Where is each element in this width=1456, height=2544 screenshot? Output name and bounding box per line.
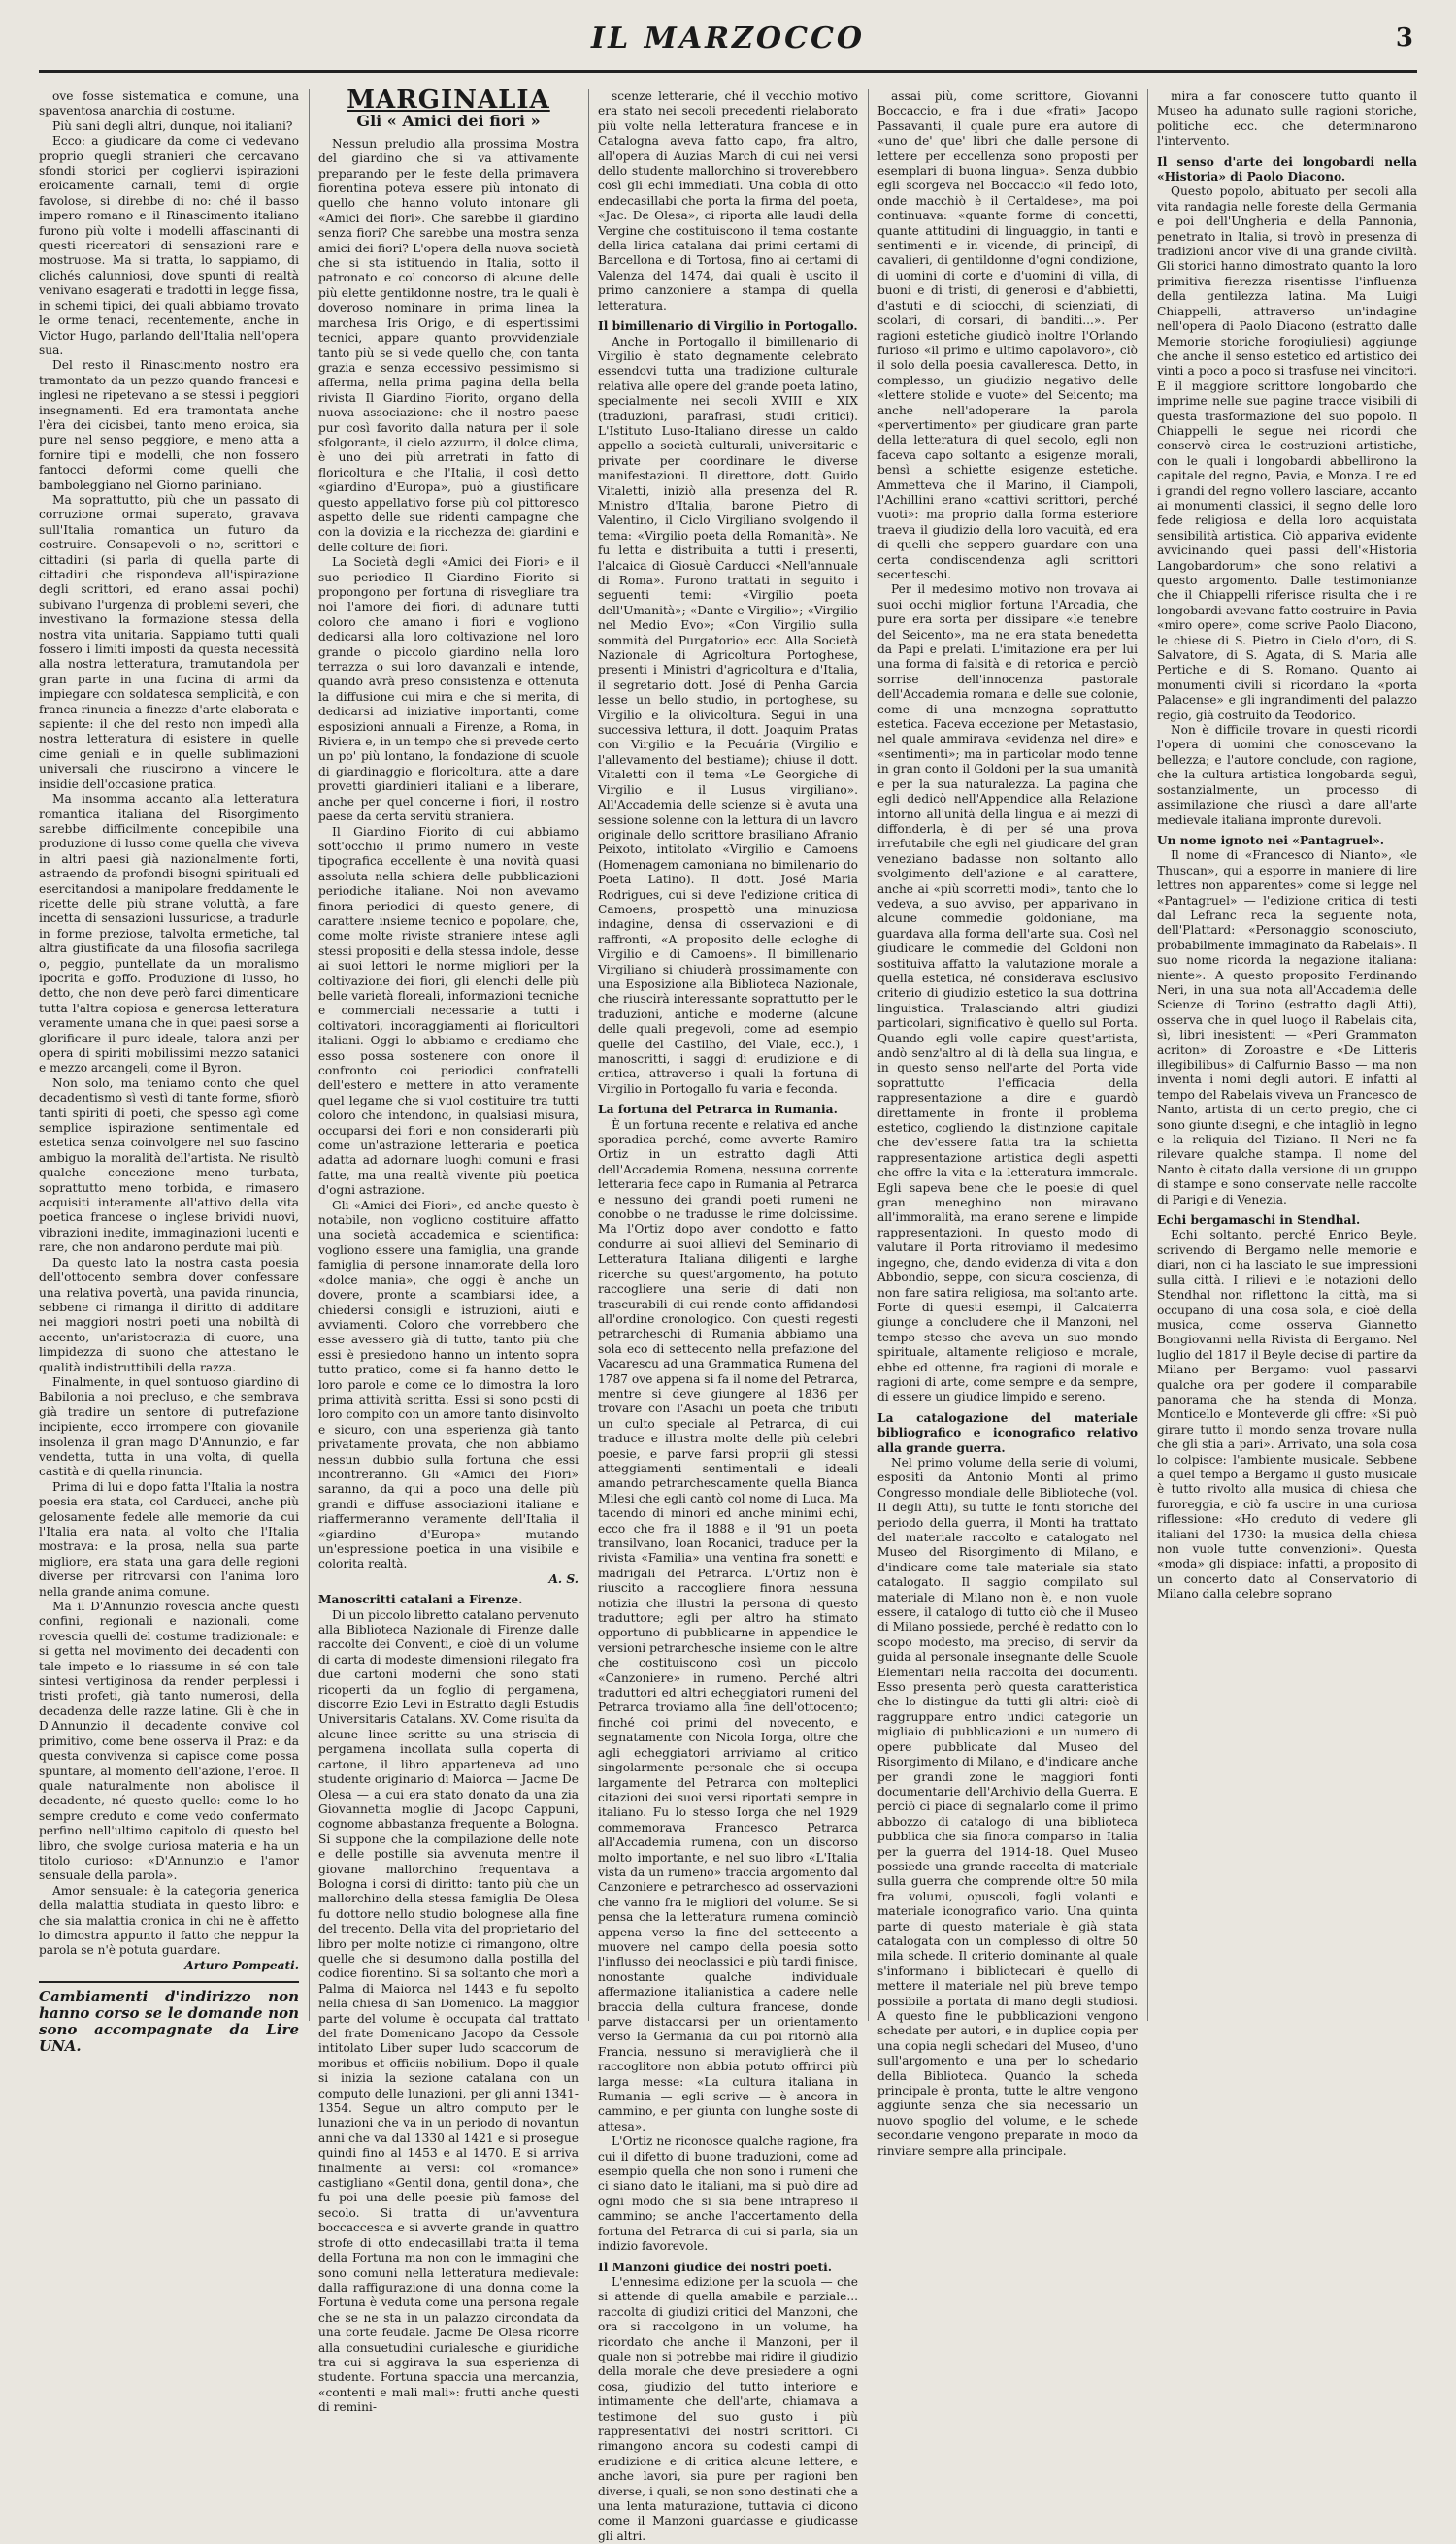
paragraph: Il nome di «Francesco di Nianto», «le Thuscan», qui a esporre in maniere di lire lettres non apparentes» come si legge nel «Pantagruel» — l'edizione critica di testi dal Lefranc reca la seguente nota, dell'Plattard: «Personaggio sconosciuto, probabilmente immaginato da Rabelais». Il suo nome ricorda la negazione italiana: niente». A questo proposito Ferdinando Neri, in una sua nota all'Accademia delle Scienze di Torino (estratto dagli Atti), osserva che in quel luogo il Rabelais cita, sì, libri inesistenti — «Peri Grammaton acriton» di Zoroastre e «De Litteris illegibilibus» di Calfurnio Basso — ma non inventa i nomi degli autori. E infatti al tempo del Rabelais viveva un Francesco de Nanto, artista di un certo pregio, che ci sono giunte disegni, e che intagliò in legno e la reliquia del Tiziano. Il Neri ne fa rilevare qualche stampa. Il nome del Nanto è citato dalla versione di un gruppo di stampe e sono conservate nelle raccolte di Parigi e di Venezia.: [1157, 848, 1417, 1206]
paragraph: Anche in Portogallo il bimillenario di Virgilio è stato degnamente celebrato essendovi tutta una tradizione culturale relativa alle opere del grande poeta latino, specialmente nei secoli XVIII e XIX (traduzioni, parafrasi, studi critici). L'Istituto Luso-Italiano diresse un caldo appello a società culturali, universitarie e private per coordinare le diverse manifestazioni. Il direttore, dott. Guido Vitaletti, iniziò alla presenza del R. Ministro d'Italia, barone Pietro di Valentino, il Ciclo Virgiliano svolgendo il tema: «Virgilio poeta della Romanità». Ne fu letta e distribuita a tutti i presenti, l'alcaica di Giosuè Carducci «Nell'annuale di Roma». Furono trattati in seguito i seguenti temi: «Virgilio poeta dell'Umanità»; «Dante e Virgilio»; «Virgilio nel Medio Evo»; «Con Virgilio sulla sommità del Purgatorio» ecc. Alla Società Nazionale di Agricoltura Portoghese, presenti i Ministri d'agricoltura e d'Italia, il segretario dott. José di Penha Garcia lesse un bello studio, in portoghese, su Virgilio e la olivicoltura. Segui in una successiva lettura, il dott. Joaquim Pratas con Virgilio e la Pecuária (Virgilio e l'allevamento del bestiame); chiuse il dott. Vitaletti con il tema «Le Georgiche di Virgilio e il Lusus virgiliano». All'Accademia delle scienze si è avuta una sessione solenne con la lettura di un lavoro originale dello scrittore brasiliano Afranio Peixoto, intitolato «Virgilio e Camoens (Homenagem camoniana no bimilenario do Poeta Latino). Il dott. José Maria Rodrigues, cui si deve l'edizione critica di Camoens, prospettò una minuziosa indagine, densa di osservazioni e di raffronti, «A proposito delle ecloghe di Virgilio e di Camoens». Il bimillenario Virgiliano si chiuderà prossimamente con una Esposizione alla Biblioteca Nazionale, che riuscirà interessante soprattutto per le traduzioni, antiche e moderne (alcune delle quali pregevoli, come ad esempio quelle del Castilho, del Viale, ecc.), i manoscritti, i saggi di erudizione e di critica, attraverso i quali la fortuna di Virgilio in Portogallo fu varia e feconda.: [598, 334, 858, 1096]
page-number: 3: [1395, 23, 1413, 52]
address-change-notice: Cambiamenti d'indirizzo non hanno corso se le domande non sono accompagnate da Lire UNA.: [39, 1981, 299, 2055]
paragraph: Non è difficile trovare in questi ricordi l'opera di uomini che conoscevano la bellezza; e l'autore conclude, con ragione, che la cultura artistica longobarda seguì, sostanzialmente, un processo di assimilazione che riuscì a dare all'arte medievale italiana impronte durevoli.: [1157, 723, 1417, 827]
paragraph: Finalmente, in quel sontuoso giardino di Babilonia a noi precluso, e che sembrava già tradire un sentore di putrefazione incipiente, ecco irrompere con giovanile insolenza il gran mago D'Annunzio, e far vendetta, tutta in una volta, di quella castità e di quella rinuncia.: [39, 1374, 299, 1479]
paragraph: Ma il D'Annunzio rovescia anche questi confini, regionali e nazionali, come rovescia quelli del costume tradizionale: e si getta nel movimento dei decadenti con tale impeto e lo riassume in sé con tale sintesi vertiginosa da render perplessi i tristi profeti, già tanto numerosi, della decadenza delle razze latine. Gli è che in D'Annunzio il decadente convive col primitivo, come bene osserva il Praz: e da questa convivenza si capisce come possa spuntare, al momento dell'azione, l'eroe. Il quale naturalmente non abolisce il decadente, né questo quello: come lo ho sempre creduto e come vedo confermato perfino nell'ultimo capitolo di questo bel libro, che svolge curiosa materia e ha un titolo curioso: «D'Annunzio e l'amor sensuale della parola».: [39, 1600, 299, 1883]
author-signature: Arturo Pompeati.: [184, 1958, 299, 1972]
paragraph: L'Ortiz ne riconosce qualche ragione, fra cui il difetto di buone traduzioni, come ad esempio quella che non sono i rumeni che ci siano dato le italiani, ma si può dire ad ogni modo che si sia bene intrapreso il cammino; se anche l'accertamento della fortuna del Petrarca di cui si parla, sia un indizio favorevole.: [598, 2134, 858, 2254]
column-rule: [868, 89, 869, 2021]
article-heading: Il bimillenario di Virgilio in Portogallo.: [598, 319, 858, 334]
article-signature: A. S.: [548, 1571, 579, 1586]
paragraph: Nel primo volume della serie di volumi, espositi da Antonio Monti al primo Congresso mondiale delle Biblioteche (vol. II degli Atti), su tutte le fonti storiche del periodo della guerra, il Monti ha trattato del materiale raccolto e catalogato nel Museo del Risorgimento di Milano, e d'indicare come tale materiale sia stato catalogato. Il saggio compilato sul materiale di Milano non è, e non vuole essere, il catalogo di tutto ciò che il Museo di Milano possiede, perché è redatto con lo scopo modesto, ma preciso, di servir da guida al personale insegnante delle Scuole Elementari nella raccolta dei documenti. Esso presenta però questa caratteristica che lo distingue da tutti gli altri: cioè di raggruppare entro undici categorie un migliaio di pubblicazioni e un numero di opere pubblicate dal Museo del Risorgimento di Milano, e d'indicare anche per grandi zone le maggiori fonti documentarie dell'Archivio della Guerra. E perciò ci piace di segnalarlo come il primo abbozzo di catalogo di una biblioteca pubblica che sia finora comparso in Italia per la guerra del 1914-18. Quel Museo possiede una grande raccolta di materiale sulla guerra che comprende oltre 50 mila fra volumi, opuscoli, fogli volanti e materiale iconografico vario. Una quinta parte di questo materiale è già stata catalogata con un complesso di oltre 50 mila schede. Il criterio dominante al quale s'informano i bibliotecari è quello di mettere il materiale nel più breve tempo possibile a portata di mano degli studiosi. A questo fine le pubblicazioni vengono schedate per autori, e in duplice copia per una copia negli schedari del Museo, d'uno sull'argomento e una per lo schedario della Biblioteca. Quando la scheda principale è pronta, tutte le altre vengono aggiunte senza che sia necessario un nuovo spoglio del volume, e le schede secondarie vengono preparate in modo da rinviare sempre alla principale.: [877, 1455, 1138, 2158]
column-rule: [309, 89, 310, 2021]
column-5: [1157, 89, 1417, 2021]
paragraph: Gli «Amici dei Fiori», ed anche questo è notabile, non vogliono costituire affatto una società accademica e scientifica: vogliono essere una famiglia, una grande famiglia di persone innamorate della loro «dolce mania», che oggi è anche un dovere, pronte a scambiarsi idee, a chiedersi consigli e istruzioni, aiuti e avviamenti. Coloro che vorrebbero che esse avessero già di tutto, tanto più che essi è presiedono hanno un intento sopra tutto pratico, come si fa hanno detto le loro parole e come ce lo dimostra la loro prima attività scritta. Essi si sono posti di loro compito con un amore tanto disinvolto e sicuro, con una esperienza già tanto privatamente provata, che non abbiamo nessun dubbio sulla fortuna che essi incontreranno. Gli «Amici dei Fiori» saranno, da qui a poco una delle più grandi e diffuse associazioni italiane e riaffermeranno veramente dell'Italia il «giardino d'Europa» mutando un'espressione poetica in una visibile e colorita realtà.: [318, 1198, 579, 1571]
column-4: [877, 89, 1138, 2158]
paragraph: scenze letterarie, ché il vecchio motivo era stato nei secoli precedenti rielaborato più volte nella letteratura francese e in Catalogna aveva fatto capo, fra altro, all'opera di Auzias March di cui nei versi dello studente mallorchino si troverebbero così gli echi immediati. Una coblа di otto endecasillabi che porta la firma del poeta, «Jac. De Olesa», ci riporta alle laudi della Vergine che costituiscono il tema costante della lirica catalana dai primi certami di Barcellona e di Tortosa, fino ai certami di Valenza del 1474, dai quali è uscito il primo canzoniere a stampa di quella letteratura.: [598, 89, 858, 313]
article-heading: Manoscritti catalani a Firenze.: [318, 1593, 523, 1607]
article-heading: Il Manzoni giudice dei nostri poeti.: [598, 2260, 833, 2274]
article-heading: Il senso d'arte dei longobardi nella «Historia» di Paolo Diacono.: [1157, 154, 1417, 184]
paragraph: ove fosse sistematica e comune, una spaventosa anarchia di costume.: [39, 89, 299, 118]
paragraph: Ma insomma accanto alla letteratura romantica italiana del Risorgimento sarebbe difficilmente concepibile una produzione di lusso come quella che viveva in altri paesi già nazionalmente forti, astraendo da profondi bisogni spirituali ed esercitandosi a manipolare freddamente le ricette delle più strane voluttà, a fare incetta di sensazioni lussuriose, a tradurle in forme preziose, talvolta ermetiche, tal altra giustificate da una filosofia sacrilega o, peggio, puntellate da un moralismo ipocrita e goffo. Produzione di lusso, ho detto, che non deve però farci dimenticare tutta l'altra copiosa e generosa letteratura veramente umana che in quei paesi sorse a glorificare il puro ideale, talora anzi per opera di spiriti mobilissimi mezzo satanici e mezzo arcangeli, come il Byron.: [39, 792, 299, 1075]
paragraph: assai più, come scrittore, Giovanni Boccaccio, e fra i due «frati» Jacopo Passavanti, il quale pure era autore di «uno de' que' libri che dalle persone di lettere per eccellenza sono proposti per esemplari di buona lingua». Senza dubbio egli scorgeva nel Boccaccio «il fedo loto, onde macchiò è il Certaldese», ma poi continuava: «quante forme di concetti, quante attitudini di linguaggio, in tanti e sentimenti e in vicende, di principî, di cavalieri, di gentildonne d'ogni condizione, di uomini di corte e d'uomini di villa, di buoni e di tristi, di generosi e d'abbietti, d'astuti e di sciocchi, di scienziati, di scolari, di corsari, di banditi...». Per ragioni estetiche giudicò inoltre l'Orlando furioso «il primo e ultimo capolavoro», ciò il solo della poesia cavalleresca. Detto, in complesso, un giudizio negativo delle «lettere stolide e vuote» del Seicento; ma anche nell'adoperare la parola «pervertimento» per giudicare gran parte della letteratura di quel secolo, egli non faceva capo soltanto a esigenze morali, bensì a schiette esigenze estetiche. Ammetteva che il Marino, il Ciampoli, l'Achillini erano «cattivi scrittori, perché vuoti»: ma proprio dalla forma esteriore traeva il giudizio della loro vacuità, ed era di quelli che seppero guardare con una certa condiscendenza agli scrittori secenteschi.: [877, 89, 1138, 581]
paragraph: Ecco: a giudicare da come ci vedevano proprio quegli stranieri che cercavano sfondi storici per cogliervi ispirazioni eroicamente carnali, temi di orgie favolose, si direbbe di no: ché il basso impero romano e il Rinascimento italiano furono più volte i modelli affascinanti di questi ricercatori di sensazioni rare e mostruose. Ma si tratta, lo sappiamo, di clichés calunniosi, dove spunti di realtà venivano esagerati e tradotti in legge fissa, in schemi tipici, dei quali abbiamo trovato le orme tenaci, recentemente, anche in Victor Hugo, parlando dell'Italia nell'opera sua.: [39, 134, 299, 357]
section-title: MARGINALIA: [347, 85, 550, 115]
paragraph: Del resto il Rinascimento nostro era tramontato da un pezzo quando francesi e inglesi ne ripetevano a se stessi i peggiori insegnamenti. Ed era tramontata anche l'èra dei cicisbei, tanto meno eroica, sia pure nel senso peggiore, e meno atta a fornire tipi e modelli, che non fossero fantocci deformi come quelli che bamboleggiano nel Giorno pariniano.: [39, 358, 299, 492]
paragraph: Di un piccolo libretto catalano pervenuto alla Biblioteca Nazionale di Firenze dalle raccolte dei Conventi, e cioè di un volume di carta di modeste dimensioni rilegato fra due cartoni moderni che sono stati ricoperti da un foglio di pergamena, discorre Ezio Levi in Estratto dagli Estudis Universitaris Catalans. XV. Come risulta da alcune linee scritte su una striscia di pergamena incollata sulla coperta di cartone, il libro apparteneva ad uno studente originario di Maiorca — Jacme De Olesa — a cui era stato donato da una zia Giovannetta moglie di Jacopo Cappuni, cognome abbastanza frequente a Bologna. Si suppone che la compilazione delle note e delle postille sia avvenuta mentre il giovane mallorchino frequentava a Bologna i corsi di diritto: tanto più che un mallorchino della stessa famiglia De Olesa fu dottore nello studio bolognese alla fine del trecento. Della vita del proprietario del libro per molte notizie ci rimangono, oltre quelle che si desumono dalla postilla del codice fiorentino. Si sa soltanto che morì a Palma di Maiorca nel 1443 e fu sepolto nella chiesa di San Domenico. La maggior parte del volume è occupata dal trattato del frate Domenicano Jacopo da Cessole intitolato Liber super ludo scaccorum de moribus et officiis nobilium. Dopo il quale si inizia la sezione catalana con un computo delle lunazioni, per gli anni 1341-1354. Segue un altro computo per le lunazioni che va in un periodo di novantun anni che va dal 1330 al 1421 e si prosegue quindi fino al 1453 e al 1470. E si arriva finalmente ai versi: col «romance» castigliano «Gentil dona, gentil dona», che fu poi una delle poesie più famose del secolo. Si tratta di un'avventura boccaccesca e si avverte grande in quattro strofe di otto endecasillabi tratta il tema della Fortuna ma non con le immagini che sono comuni nella letteratura medievale: dalla raffigurazione di una donna come la Fortuna è veduta come una persona regale che se ne sta in un palazzo circondata da una corte feudale. Jacme De Olesa ricorre alla consuetudini curialesche e giuridiche tra cui si aggirava la sua esperienza di studente. Fortuna spaccia una mercanzia, «contenti e mali mali»: frutti anche questi di remini-: [318, 1607, 579, 2415]
column-rule: [1147, 89, 1148, 2021]
article-heading: La catalogazione del materiale bibliografico e iconografico relativo alla grande guerra.: [877, 1410, 1138, 1455]
paragraph: Non solo, ma teniamo conto che quel decadentismo sì vestì di tante forme, sfiorò tanti spiriti di poeti, che spesso agì come semplice ispirazione sentimentale ed estetica senza coinvolgere nel suo fascino ambiguo la moralità dell'artista. Ne risultò qualche concezione meno turbata, soprattutto meno torbida, e rimasero acquisiti interamente all'attivo della vita poetica francese o inglese brividi nuovi, vibrazioni inedite, immaginazioni lucenti e rare, che non andarono perdute mai più.: [39, 1075, 299, 1255]
paragraph: Questo popolo, abituato per secoli alla vita randagia nelle foreste della Germania e poi dell'Ungheria e della Pannonia, penetrato in Italia, si trovò in presenza di tradizioni ancor vive di una grande civiltà. Gli storici hanno dimostrato quanto la loro primitiva fierezza risentisse l'influenza della gentilezza latina. Ma Luigi Chiappelli, attraverso un'indagine nell'opera di Paolo Diacono (estratto dalle Memorie storiche forogiuliesi) aggiunge che anche il senso estetico ed artistico dei vinti a poco a poco si trasfuse nei vincitori. È il maggiore scrittore longobardo che imprime nelle sue pagine tracce visibili di questa trasformazione del suo popolo. Il Chiappelli le segue nei ricordi che conservò circa le costruzioni artistiche, con le quali i longobardi abbellirono la capitale del regno, Pavia, e Monza. I re ed i grandi del regno vollero lasciare, accanto ai monumenti classici, il segno delle loro fede religiosa e della loro acquistata sensibilità artistica. Ciò appariva evidente avvicinando quei passi dell'«Historia Langobardorum» che sono relativi a questo argomento. Dalle testimonianze che il Chiappelli riferisce risulta che i re longobardi avevano fatto costruire in Pavia «miro opere», come scrive Paolo Diacono, le chiese di S. Pietro in Cielo d'oro, di S. Salvatore, di S. Agata, di S. Maria alle Pertiche e di S. Romano. Quanto ai monumenti civili si ricordano la «porta Palacense» e gli ingrandimenti del palazzo regio, già costruito da Teodorico.: [1157, 184, 1417, 722]
article-columns: [39, 85, 1417, 2543]
masthead: [39, 17, 1417, 73]
column-3: [598, 89, 858, 2543]
paragraph: Più sani degli altri, dunque, noi italiani?: [52, 118, 293, 133]
paragraph: È un fortuna recente e relativa ed anche sporadica perché, come avverte Ramiro Ortiz in un estratto dagli Atti dell'Accademia Romena, nessuna corrente letteraria fece capo in Rumania al Petrarca e nessuno dei grandi poeti rumeni ne conobbe o ne tradusse le rime dolcissime. Ma l'Ortiz dopo aver condotto e fatto condurre ai suoi allievi del Seminario di Letteratura Italiana diligenti e larghe ricerche su quest'argomento, ha potuto raccogliere una serie di dati non trascurabili di cui rende conto affidandosi all'ordine cronologico. Con questi regesti petrarcheschi di Rumania abbiamo una sola eco di settecento nella prefazione del Vacarescu ad una Grammatica Rumena del 1787 ove appena si fa il nome del Petrarca, mentre si deve giungere al 1836 per trovare con l'Asachi un poeta che tributi un culto speciale al Petrarca, di cui traduce e illustra molte delle più celebri poesie, e parve farsi proprii gli stessi atteggiamenti sentimentali e ideali amando petrarchescamente quella Bianca Milesi che egli cantò col nome di Luca. Ma tacendo di minori ed anche minimi echi, ecco che fra il 1888 e il '91 un poeta transilvano, Ioan Rocanici, traduce per la rivista «Familia» una ventina fra sonetti e madrigali del Petrarca. L'Ortiz non è riuscito a raccogliere finora nessuna notizia che illustri la persona di questo traduttore; egli per altro ha stimato opportuno di pubblicarne in appendice le versioni petrarchesche insieme con le altre che costituiscono così un piccolo «Canzoniere» in rumeno. Perché altri traduttori ed altri echeggiatori rumeni del Petrarca troviamo alla fine dell'ottocento; finché coi primi del novecento, e segnatamente con Nicola Iorga, oltre che agli echeggiatori arriviamo al critico singolarmente personale che si occupa largamente del Petrarca con molteplici citazioni dei suoi versi riportati sempre in italiano. Fu lo stesso Iorga che nel 1929 commemorava Francesco Petrarca all'Accademia rumena, con un discorso molto importante, e nel suo libro «L'Italia vista da un rumeno» traccia argomento dal Canzoniere e petrarchesco ad osservazioni che vanno fra le migliori del volume. Se si pensa che la letteratura rumena cominciò appena verso la fine del settecento a muovere nel campo della poesia sotto l'influsso dei neoclassici e più tardi finisce, nonostante qualche individuale affermazione italianistica a cadere nelle braccia della cultura francese, donde parve distaccarsi per un orientamento verso la Germania da cui poi ritornò alla Francia, nessuno si meraviglierà che il raccoglitore non abbia potuto offrirci più larga messe: «La cultura italiana in Rumania — egli scrive — è ancora in cammino, e per giunta con lunghe soste di attesa».: [598, 1117, 858, 2133]
article-heading: La fortuna del Petrarca in Rumania.: [598, 1103, 838, 1117]
paragraph: Ma soprattutto, più che un passato di corruzione ormai superato, gravava sull'Italia romantica un futuro da costruire. Consapevoli o no, scrittori e cittadini (si parla di quella parte di cittadini che rispondeva all'ispirazione degli scrittori, ed erano assai pochi) subivano l'urgenza di problemi severi, che investivano la formazione stessa della nostra vita unitaria. Sappiamo tutti quali fossero i limiti imposti da questa necessità alla nostra letteratura, tramutandola per gran parte in una fucina di armi da impiegare con soldatesca semplicità, e con franca rinuncia a finezze d'arte elaborata e sapiente: il che del resto non impedì alla nostra letteratura di esistere in quelle cime geniali e in quelle sublimazioni universali che riuscirono a vincere le insidie dell'occasione pratica.: [39, 492, 299, 791]
paragraph: Echi soltanto, perché Enrico Beyle, scrivendo di Bergamo nelle memorie e diari, non ci ha lasciato le sue impressioni sulla città. I rilievi e le notazioni dello Stendhal non riflettono la città, ma si occupano di una cosa sola, e cioè della musica, come osserva Giannetto Bongiovanni nella Rivista di Bergamo. Nel luglio del 1817 il Beyle decise di partire da Milano per Bergamo: vuol passarvi qualche ora per godere il comparabile panorama che ha stenda di Monza, Monticello e Monteverde gli offre: «Si può girare tutto il mondo senza trovare nulla che gli stia a pari». Arrivato, una sola cosa lo colpisce: l'ambiente musicale. Sebbene a quel tempo a Bergamo il gusto musicale è tutto rivolto alla musica di chiesa che furoreggia, e ciò fa uscire in una curiosa riflessione: «Ho creduto di vedere gli italiani del 1730: la musica della chiesa non vuole tutte convenzioni». Questa «moda» gli dispiace: infatti, a proposito di un concerto dato al Conservatorio di Milano dalla celebre soprano: [1157, 1228, 1417, 1602]
paragraph: Prima di lui e dopo fatta l'Italia la nostra poesia era stata, col Carducci, anche più gelosamente fedele alle memorie da cui l'Italia era nata, al volto che l'Italia mostrava: e la prosa, nella sua parte migliore, era stata una gara delle regioni diverse per ritrovarsi con l'anima loro nella grande anima comune.: [39, 1479, 299, 1599]
column-2: [318, 85, 579, 2415]
column-1: [39, 89, 299, 2056]
paragraph: Amor sensuale: è la categoria generica della malattia studiata in questo libro: e che sia malattia cronica in chi ne è affetto lo dimostra appunto il fatto che neppur la parola se n'è potuta guardare.: [39, 1883, 299, 1958]
paragraph: La Società degli «Amici dei Fiori» e il suo periodico Il Giardino Fiorito si propongono per fortuna di risvegliare tra noi l'amore dei fiori, di adunare tutti coloro che amano i fiori e vogliono dedicarsi alla loro coltivazione nel loro grande o piccolo giardino nella loro terrazza o sui loro davanzali e intende, quando avrà preso consistenza e ottenuta la diffusione cui mira e che si merita, di dedicarsi ad iniziative importanti, come esposizioni annuali a Firenze, a Roma, in Riviera e, in un tempo che si prevede certo un po' più lontano, la fondazione di scuole di giardinaggio e floricoltura, atte a dare provetti giardinieri italiani e a liberare, anche per quel concerne i fiori, il nostro paese da certa servitù straniera.: [318, 555, 579, 824]
paragraph: Da questo lato la nostra casta poesia dell'ottocento sembra dover confessare una relativa povertà, una pavida rinuncia, sebbene ci rimanga il diritto di additare nei maggiori nostri poeti una nobiltà di accento, un'aristocrazia di cuore, una limpidezza di suono che attestano le qualità indistruttibili della razza.: [39, 1255, 299, 1374]
paragraph: mira a far conoscere tutto quanto il Museo ha adunato sulle ragioni storiche, politiche ecc. che determinarono l'intervento.: [1157, 89, 1417, 149]
paragraph: L'ennesima edizione per la scuola — che si attende di quella amabile e parziale... raccolta di giudizi critici del Manzoni, che ora si raccolgono in un volume, ha ricordato che anche il Manzoni, per il quale non si potrebbe mai ridire il giudizio della morale che deve presiedere a ogni cosa, giudizio del tutto interiore e intimamente che dell'arte, chiamava a testimone del suo gusto i più rappresentativi dei nostri scrittori. Ci rimangono ancora su codesti campi di erudizione e di critica alcune lettere, e anche lavori, sia pure per ragioni ben diverse, i quali, se non sono destinati che a una lenta maturazione, tuttavia ci dicono come il Manzoni guardasse e giudicasse gli altri.: [598, 2274, 858, 2543]
newspaper-title: IL MARZOCCO: [591, 21, 865, 55]
article-heading: Echi bergamaschi in Stendhal.: [1157, 1213, 1361, 1228]
column-rule: [588, 89, 589, 2021]
paragraph: Il Giardino Fiorito di cui abbiamo sott'occhio il primo numero in veste tipografica eccellente è una novità quasi assoluta nella schiera delle pubblicazioni periodiche italiane. Noi non avevamo finora periodici di questo genere, di carattere insieme tecnico e popolare, che, come molte riviste straniere intese agli stessi propositi e della stessa indole, desse ai suoi lettori le norme migliori per la coltivazione dei fiori, gli elenchi delle più belle varietà floreali, informazioni tecniche e commerciali necessarie a tutti i coltivatori, incoraggiamenti ai floricultori italiani. Oggi lo abbiamo e crediamo che esso possa sostenere con onore il confronto coi periodici confratelli dell'estero e mettere in atto veramente quel legame che si vuol costituire tra tutti coloro che intendono, in qualsiasi misura, occuparsi dei fiori e non considerarli più come un'astrazione letteraria e poetica adatta ad adornare luoghi comuni e frasi fatte, ma una realtà vivente più poetica d'ogni astrazione.: [318, 824, 579, 1198]
article-heading: Un nome ignoto nei «Pantagruel».: [1157, 833, 1385, 847]
article-subtitle: Gli « Amici dei fiori »: [356, 112, 541, 131]
paragraph: Per il medesimo motivo non trovava ai suoi occhi miglior fortuna l'Arcadia, che pure era sorta per dissipare «le tenebre del Seicento», ma ne era stata benedetta da Papi e prelati. L'imitazione era per lui una forma di falsità e di retorica e perciò sorrise dell'innocenza pastorale dell'Accademia romana e delle sue colonie, come di una menzogna soprattutto estetica. Faceva eccezione per Metastasio, nel quale ammirava «evidenza nel dire» e «sentimenti»; ma in particolar modo tenne in gran conto il Goldoni per la sua umanità e per la sua naturalezza. La pagina che egli dedicò nell'Appendice alla Relazione intorno all'unità della lingua e ai mezzi di diffonderla, è di per sé una prova irrefutabile che egli nel giudicare del gran veneziano badasse non soltanto allo svolgimento dell'azione e al carattere, anche ai «più scorretti modi», tanto che lo vedeva, a suo avviso, per apparivano in alcune commedie goldoniane, ma guardava alla forma dell'arte sua. Così nel giudicare le commedie del Goldoni non sostituiva affatto la valutazione morale a quella estetica, né considerava esclusivo criterio di giudizio estetico la sua dottrina linguistica. Tralasciando altri giudizi particolari, significativo è quello sul Porta. Quando egli volle capire quest'artista, andò senz'altro al di là della sua lingua, e in questo senso nell'arte del Porta vide soprattutto l'efficacia della rappresentazione a dire e guardò direttamente in fronte il problema estetico, cogliendo la distinzione capitale che dev'essere fatta tra la schietta rappresentazione artistica degli aspetti che offre la vita e la letteratura immorale. Egli sapeva bene che le poesie di quel gran meneghino non miravano all'immoralità, ma erano serene e limpide rappresentazioni. In questo modo di valutare il Porta ritroviamo il medesimo ingegno, che, dando evidenza di vita a don Abbondio, seppe, con sicura coscienza, di non fare satira religiosa, ma soltanto arte. Forte di questi esempi, il Calcaterra giunge a concludere che il Manzoni, nel tempo stesso che aveva un suo mondo spirituale, altamente religioso e morale, ebbe ed ottenne, fra ragioni di morale e ragioni di arte, come sempre e da sempre, di essere un giudice limpido e sereno.: [877, 582, 1138, 1404]
paragraph: Nessun preludio alla prossima Mostra del giardino che si va attivamente preparando per le feste della primavera fiorentina poteva essere più intonato di quello che hanno voluto intonare gli «Amici dei fiori». Che sarebbe il giardino senza fiori? Che sarebbe una mostra senza amici dei fiori? L'opera della nuova società che si sta istituendo in Italia, sotto il patronato e col concorso di alcune delle più elette gentildonne nostre, tra le quali è doveroso nominare in prima linea la marchesa Iris Origo, e di espertissimi tecnici, appare quanto provvidenziale tanto più se si vede quello che, con tanta grazia e senza eccessivo pessimismo si afferma, nella prima pagina della bella rivista Il Giardino Fiorito, organo della nuova associazione: che il nostro paese pur così favorito dalla natura per il sole sfolgorante, il cielo azzurro, il dolce clima, è uno dei più arretrati in fatto di floricoltura e che l'Italia, il così detto «giardino d'Europa», può a giustificare questo appellativo forse più col pittoresco aspetto delle sue ridenti campagne che con la dovizia e la ricchezza dei giardini e delle colture dei fiori.: [318, 136, 579, 554]
